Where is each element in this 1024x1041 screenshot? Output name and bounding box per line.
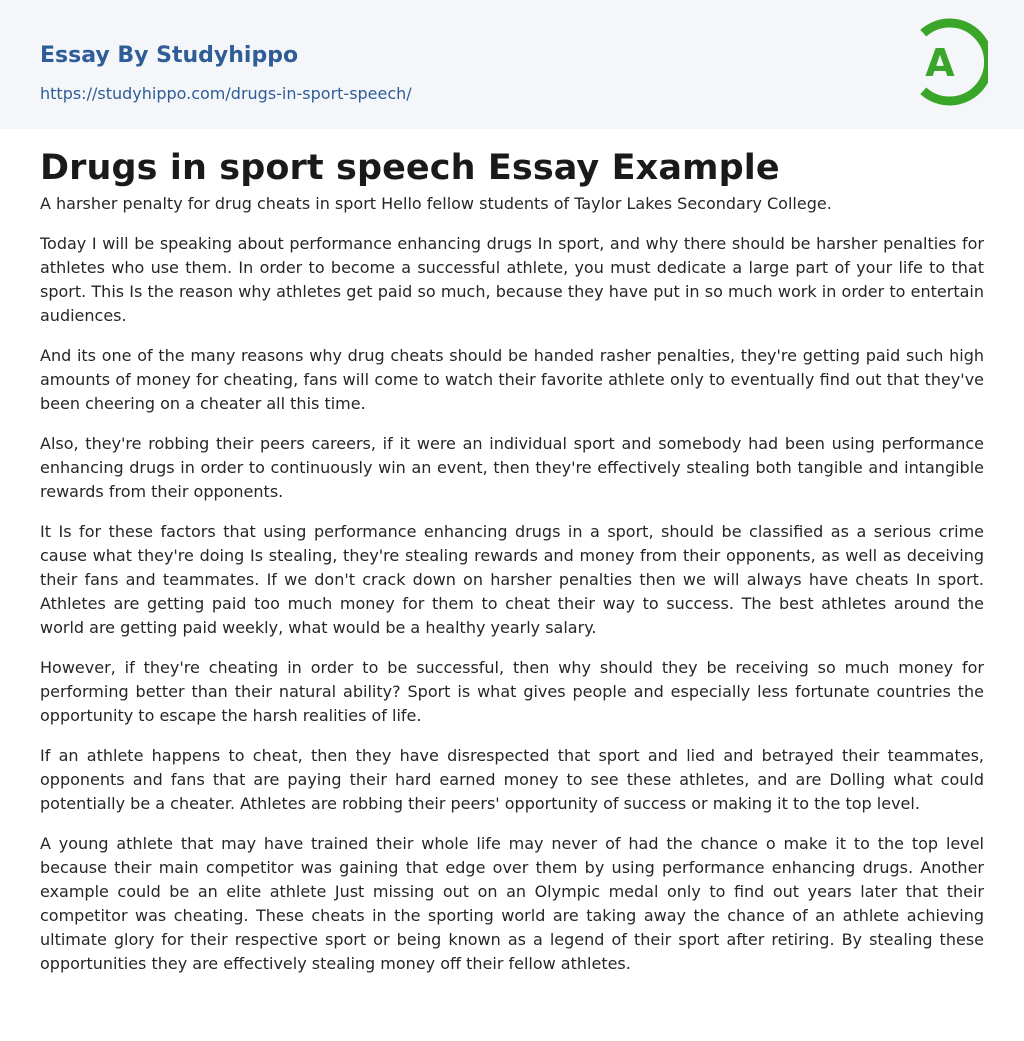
paragraph: Today I will be speaking about performance enhancing drugs In sport, and why there should be harsher penalties for athletes who use them. In order to become a successful athlete, you must dedicate a large part of your life to that sport. This Is the reason why athletes get paid so much, because they have put in so much work in order to entertain audiences. <box>40 234 984 325</box>
brand-title[interactable]: Essay By Studyhippo <box>40 43 299 68</box>
paragraph: However, if they're cheating in order to be successful, then why should they be receiving so much money for performing better than their natural ability? Sport is what gives people and especially less fortunate countries the opportunity to escape the harsh realities of life. <box>40 658 984 725</box>
logo-letter: A <box>925 41 955 85</box>
paragraph: It Is for these factors that using performance enhancing drugs in a sport, should be classified as a serious crime cause what they're doing Is stealing, they're stealing rewards and money from their opponents, as well as deceiving their fans and teammates. If we don't crack down on harsher penalties then we will always have cheats In sport. Athletes are getting paid too much money for them to cheat their way to success. The best athletes around the world are getting paid weekly, what would be a healthy yearly salary. <box>40 522 984 637</box>
paragraph: A young athlete that may have trained their whole life may never of had the chance o make it to the top level because their main competitor was gaining that edge over them by using performance enhancing drugs. Another example could be an elite athlete Just missing out on an Olympic medal only to find out years later that their competitor was cheating. These cheats in the sporting world are taking away the chance of an athlete achieving ultimate glory for their respective sport or being known as a legend of their sport after retiring. By stealing these opportunities they are effectively stealing money off their fellow athletes. <box>40 834 984 973</box>
site-header <box>0 0 1024 129</box>
paragraph: If an athlete happens to cheat, then they have disrespected that sport and lied and betrayed their teammates, opponents and fans that are paying their hard earned money to see these athletes, and are Dolling what could potentially be a cheater. Athletes are robbing their peers' opportunity of success or making it to the top level. <box>40 746 984 813</box>
paragraph: And its one of the many reasons why drug cheats should be handed rasher penalties, they're getting paid such high amounts of money for cheating, fans will come to watch their favorite athlete only to eventually find out that they've been cheering on a cheater all this time. <box>40 346 984 413</box>
paragraph: Also, they're robbing their peers careers, if it were an individual sport and somebody had been using performance enhancing drugs in order to continuously win an event, then they're effectively stealing both tangible and intangible rewards from their opponents. <box>40 434 984 501</box>
essay-article <box>40 192 984 976</box>
page-title: Drugs in sport speech Essay Example <box>40 148 780 188</box>
paragraph: A harsher penalty for drug cheats in sport Hello fellow students of Taylor Lakes Secondary College. <box>40 194 832 213</box>
studyhippo-logo-icon[interactable] <box>908 18 988 106</box>
source-url-link[interactable]: https://studyhippo.com/drugs-in-sport-speech/ <box>40 84 412 103</box>
